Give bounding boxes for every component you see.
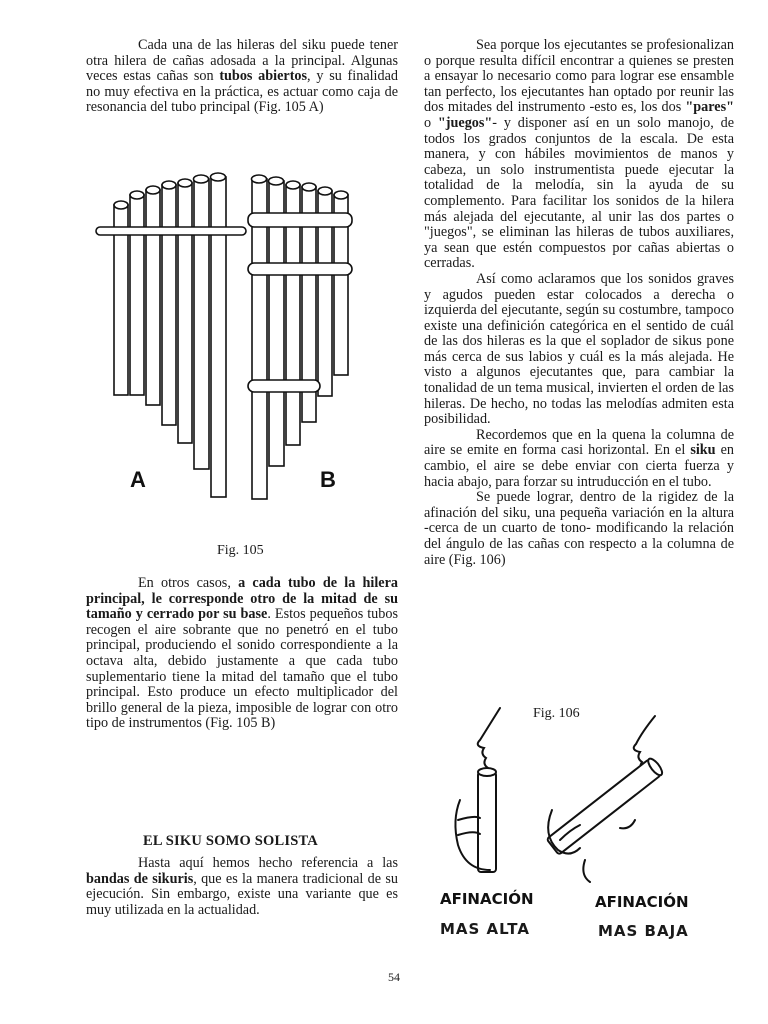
label-high-1: AFINACIÓN bbox=[440, 890, 534, 908]
right-paragraph-3 bbox=[424, 428, 734, 490]
fig105-b-binding-3 bbox=[248, 380, 320, 392]
fig105-a-crossbar bbox=[96, 227, 246, 235]
text-span: . Estos pequeños tubos recogen el aire sobrante que no penetró en el tubo principal, produciendo el sonido correspondiente a la octava alta, debido justamente a que cada tubo suplementario tiene la mitad del tamaño que el tubo principal. Esto produce un efecto multiplicador del brillo general de la pieza, imposible de lograr con otro tipo de instrumentos (Fig. 105 B) bbox=[86, 606, 398, 732]
fig105-a-tube-2 bbox=[130, 195, 144, 395]
fig105-a-tube-3 bbox=[146, 190, 160, 405]
left-paragraph-1 bbox=[86, 38, 398, 116]
fig106-left-face bbox=[478, 708, 500, 768]
fig105-a-tube-5 bbox=[178, 183, 192, 443]
label-low-2: MAS BAJA bbox=[598, 922, 689, 940]
label-high-2: MAS ALTA bbox=[440, 920, 530, 938]
text-span: En otros casos, bbox=[138, 575, 239, 591]
bold-span: "juegos" bbox=[437, 114, 493, 131]
label-low-1: AFINACIÓN bbox=[595, 893, 689, 911]
fig105-a-tube-4 bbox=[162, 185, 176, 425]
figure-106-caption: Fig. 106 bbox=[533, 706, 580, 721]
text-span: Hasta aquí hemos hecho referencia a las bbox=[138, 855, 398, 871]
fig105-label-b: B bbox=[320, 467, 336, 492]
fig106-right-tube bbox=[547, 759, 662, 855]
text-span: Cada una de las hileras del siku puede tener otra hilera de cañas adosada a la principal. Algunas veces estas cañas son bbox=[86, 37, 398, 85]
right-column-text bbox=[424, 38, 734, 568]
figure-105-illustration bbox=[92, 165, 352, 525]
left-paragraph-3 bbox=[86, 856, 398, 918]
page-number: 54 bbox=[388, 970, 400, 984]
fig105-a-tube-7 bbox=[211, 177, 226, 497]
right-paragraph-1 bbox=[424, 38, 734, 272]
bold-span: tubos abiertos bbox=[219, 68, 308, 85]
fig105-b-binding-2 bbox=[248, 263, 352, 275]
section-heading: EL SIKU SOMO SOLISTA bbox=[143, 833, 318, 849]
bold-span: siku bbox=[690, 442, 716, 459]
fig105-label-a: A bbox=[130, 467, 146, 492]
figure-106-illustration bbox=[430, 700, 740, 911]
fig105-b-binding-1 bbox=[248, 213, 352, 227]
text-span: - y disponer así en un solo manojo, de todos los grados conjuntos de la escala. De esta manera, y con hábiles movimientos de manos y cabeza, un solo instrumentista puede ejecutar la totalidad de la melodía, sin la ayuda de su complemento. Para facilitar los sonidos de la hilera más alejada del ejecutante, al unir las dos partes o "juegos", se eliminan las hileras de tubos auxiliares, ya sean que estén compuestos por cañas abiertas o cerradas. bbox=[424, 114, 734, 272]
text-span: , que es la manera tradicional de su ejecución. Sin embargo, existe una variante que es muy utilizada en la actualidad. bbox=[86, 870, 398, 918]
text-span: Sea porque los ejecutantes se profesionalizan o porque resulta difícil encontrar a quienes se presten a ensayar lo necesario como para lograr ese ensamble tan perfecto, los ejecutantes han optado por reunir las dos mitades del instrumento -esto es, los dos bbox=[424, 37, 734, 116]
bold-span: bandas de sikuris bbox=[86, 870, 194, 887]
text-span: en cambio, el aire se debe enviar con cierta fuerza y hacia abajo, para forzar su intruducción en el tubo. bbox=[424, 442, 734, 490]
left-paragraph-2 bbox=[86, 576, 398, 732]
right-paragraph-4: Se puede lograr, dentro de la rigidez de la afinación del siku, una pequeña variación en la altura -cerca de un cuarto de tono- modificando la relación del ángulo de las cañas con respecto a la columna de aire (Fig. 106) bbox=[424, 489, 734, 568]
bold-span: a cada tubo de la hilera principal, le corresponde otro de la mitad de su tamaño y cerrado por su base bbox=[86, 575, 398, 623]
text-span: Recordemos que en la quena la columna de aire se emite en forma casi horizontal. En el bbox=[424, 426, 734, 459]
text-span: o bbox=[424, 114, 438, 131]
figure-105-caption: Fig. 105 bbox=[217, 543, 264, 558]
bold-span: "pares" bbox=[685, 99, 734, 116]
fig105-a-tube-6 bbox=[194, 179, 209, 469]
text-span: , y su finalidad no muy efectiva en la práctica, es actuar como caja de resonancia del tubo principal (Fig. 105 A) bbox=[86, 68, 398, 116]
right-paragraph-2: Así como aclaramos que los sonidos graves y agudos pueden estar colocados a derecha o izquierda del ejecutante, según su costumbre, tampoco existe una definición categórica en el sentido de cuál de las dos hileras es la que el soplador de sikus pone más cerca de sus labios y cuál es la más alejada. He visto a algunos ejecutantes que, para cambiar la tonalidad de un tema musical, invierten el orden de las hileras. De hecho, no todas las melodías admiten esta posibilidad. bbox=[424, 270, 734, 428]
fig106-left-tube bbox=[478, 772, 496, 872]
